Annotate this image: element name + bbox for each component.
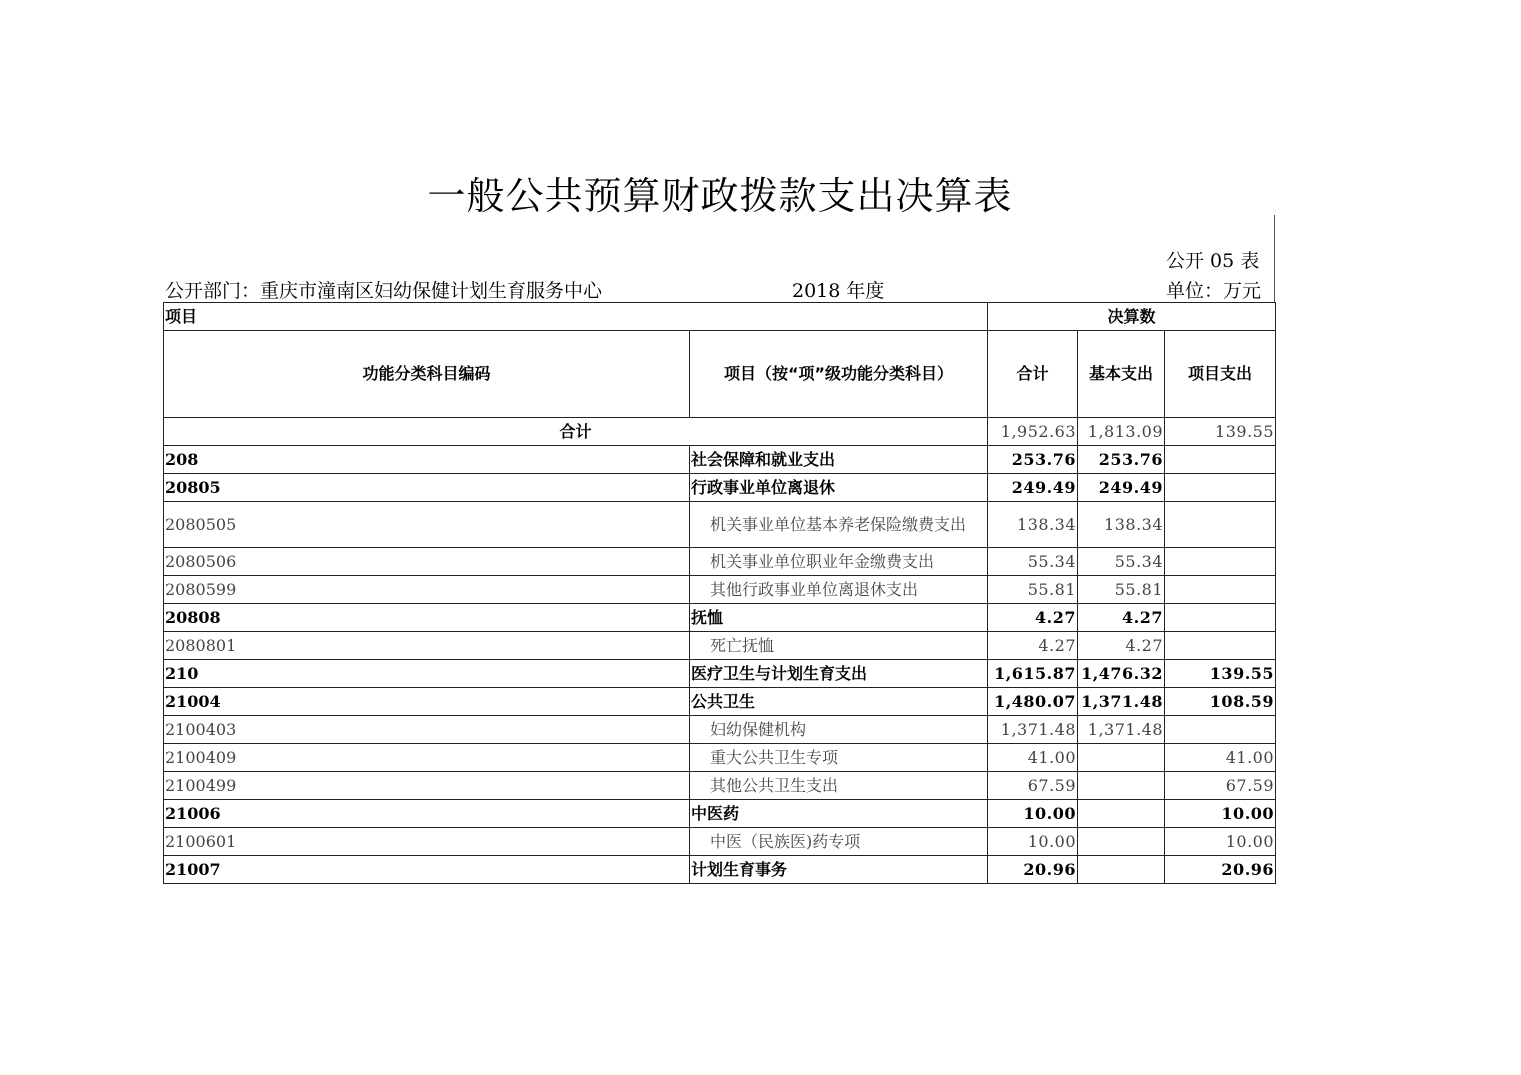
row-basic: 1,476.32 — [1078, 660, 1165, 688]
form-number: 公开 05 表 — [1166, 250, 1260, 272]
row-item-name: 其他行政事业单位离退休支出 — [690, 576, 988, 604]
row-code: 2080599 — [164, 576, 690, 604]
header-project-expenditure: 项目支出 — [1165, 331, 1276, 418]
row-total: 1,371.48 — [988, 716, 1078, 744]
row-code: 20805 — [164, 474, 690, 502]
row-code: 2100403 — [164, 716, 690, 744]
fiscal-year: 2018 年度 — [792, 280, 885, 302]
row-project — [1165, 716, 1276, 744]
table-row — [164, 828, 1276, 856]
row-basic: 55.81 — [1078, 576, 1165, 604]
table-row — [164, 576, 1276, 604]
table-row — [164, 688, 1276, 716]
row-total: 1,480.07 — [988, 688, 1078, 716]
row-basic: 138.34 — [1078, 502, 1165, 548]
row-project — [1165, 576, 1276, 604]
row-basic — [1078, 856, 1165, 884]
row-project — [1165, 632, 1276, 660]
row-project — [1165, 548, 1276, 576]
row-total: 249.49 — [988, 474, 1078, 502]
row-total: 1,615.87 — [988, 660, 1078, 688]
table-row — [164, 800, 1276, 828]
row-total: 55.34 — [988, 548, 1078, 576]
row-total: 253.76 — [988, 446, 1078, 474]
table-row — [164, 502, 1276, 548]
row-item-name: 妇幼保健机构 — [690, 716, 988, 744]
row-item-name: 行政事业单位离退休 — [690, 474, 988, 502]
table-row — [164, 744, 1276, 772]
row-item-name: 社会保障和就业支出 — [690, 446, 988, 474]
total-project: 139.55 — [1165, 418, 1276, 446]
row-basic: 1,371.48 — [1078, 716, 1165, 744]
row-total: 10.00 — [988, 828, 1078, 856]
margin-rule — [1274, 215, 1275, 302]
row-basic: 55.34 — [1078, 548, 1165, 576]
header-item: 项目（按“项”级功能分类科目） — [690, 331, 988, 418]
row-project — [1165, 604, 1276, 632]
row-item-name: 其他公共卫生支出 — [690, 772, 988, 800]
row-item-name: 计划生育事务 — [690, 856, 988, 884]
row-item-name: 医疗卫生与计划生育支出 — [690, 660, 988, 688]
row-code: 20808 — [164, 604, 690, 632]
row-code: 21007 — [164, 856, 690, 884]
total-basic: 1,813.09 — [1078, 418, 1165, 446]
header-project: 项目 — [164, 303, 988, 331]
row-basic — [1078, 744, 1165, 772]
table-row — [164, 474, 1276, 502]
row-total: 20.96 — [988, 856, 1078, 884]
table-row — [164, 604, 1276, 632]
header-basic: 基本支出 — [1078, 331, 1165, 418]
row-item-name: 机关事业单位基本养老保险缴费支出 — [690, 502, 988, 548]
row-basic: 253.76 — [1078, 446, 1165, 474]
row-basic: 4.27 — [1078, 604, 1165, 632]
row-code: 2080505 — [164, 502, 690, 548]
row-item-name: 抚恤 — [690, 604, 988, 632]
total-label: 合计 — [164, 418, 988, 446]
header-row-1 — [164, 303, 1276, 331]
row-basic: 249.49 — [1078, 474, 1165, 502]
table-row — [164, 772, 1276, 800]
table-row — [164, 632, 1276, 660]
row-total: 4.27 — [988, 604, 1078, 632]
row-total: 67.59 — [988, 772, 1078, 800]
table-row — [164, 856, 1276, 884]
row-total: 10.00 — [988, 800, 1078, 828]
table-row — [164, 716, 1276, 744]
row-code: 2080801 — [164, 632, 690, 660]
table-row — [164, 548, 1276, 576]
row-item-name: 公共卫生 — [690, 688, 988, 716]
row-project — [1165, 502, 1276, 548]
unit-label: 单位：万元 — [1166, 280, 1262, 302]
row-code: 2100601 — [164, 828, 690, 856]
row-total: 55.81 — [988, 576, 1078, 604]
row-project — [1165, 446, 1276, 474]
total-row — [164, 418, 1276, 446]
header-row-2 — [164, 331, 1276, 418]
row-item-name: 中医（民族医)药专项 — [690, 828, 988, 856]
row-basic: 1,371.48 — [1078, 688, 1165, 716]
row-project: 10.00 — [1165, 800, 1276, 828]
row-project: 67.59 — [1165, 772, 1276, 800]
row-item-name: 重大公共卫生专项 — [690, 744, 988, 772]
row-total: 41.00 — [988, 744, 1078, 772]
row-item-name: 中医药 — [690, 800, 988, 828]
department-label: 公开部门：重庆市潼南区妇幼保健计划生育服务中心 — [165, 280, 603, 302]
table-row — [164, 446, 1276, 474]
expenditure-table — [163, 302, 1276, 884]
row-basic — [1078, 772, 1165, 800]
total-amount: 1,952.63 — [988, 418, 1078, 446]
row-project: 139.55 — [1165, 660, 1276, 688]
row-project: 41.00 — [1165, 744, 1276, 772]
header-total: 合计 — [988, 331, 1078, 418]
header-code: 功能分类科目编码 — [164, 331, 690, 418]
row-basic — [1078, 800, 1165, 828]
row-project — [1165, 474, 1276, 502]
row-item-name: 死亡抚恤 — [690, 632, 988, 660]
row-project: 10.00 — [1165, 828, 1276, 856]
row-code: 21004 — [164, 688, 690, 716]
row-project: 20.96 — [1165, 856, 1276, 884]
row-basic — [1078, 828, 1165, 856]
row-code: 208 — [164, 446, 690, 474]
header-final-accounts: 决算数 — [988, 303, 1276, 331]
row-code: 2080506 — [164, 548, 690, 576]
row-basic: 4.27 — [1078, 632, 1165, 660]
table-row — [164, 660, 1276, 688]
row-code: 210 — [164, 660, 690, 688]
report-title: 一般公共预算财政拨款支出决算表 — [427, 174, 1013, 218]
row-code: 2100499 — [164, 772, 690, 800]
row-total: 4.27 — [988, 632, 1078, 660]
row-code: 21006 — [164, 800, 690, 828]
row-total: 138.34 — [988, 502, 1078, 548]
row-code: 2100409 — [164, 744, 690, 772]
row-project: 108.59 — [1165, 688, 1276, 716]
row-item-name: 机关事业单位职业年金缴费支出 — [690, 548, 988, 576]
